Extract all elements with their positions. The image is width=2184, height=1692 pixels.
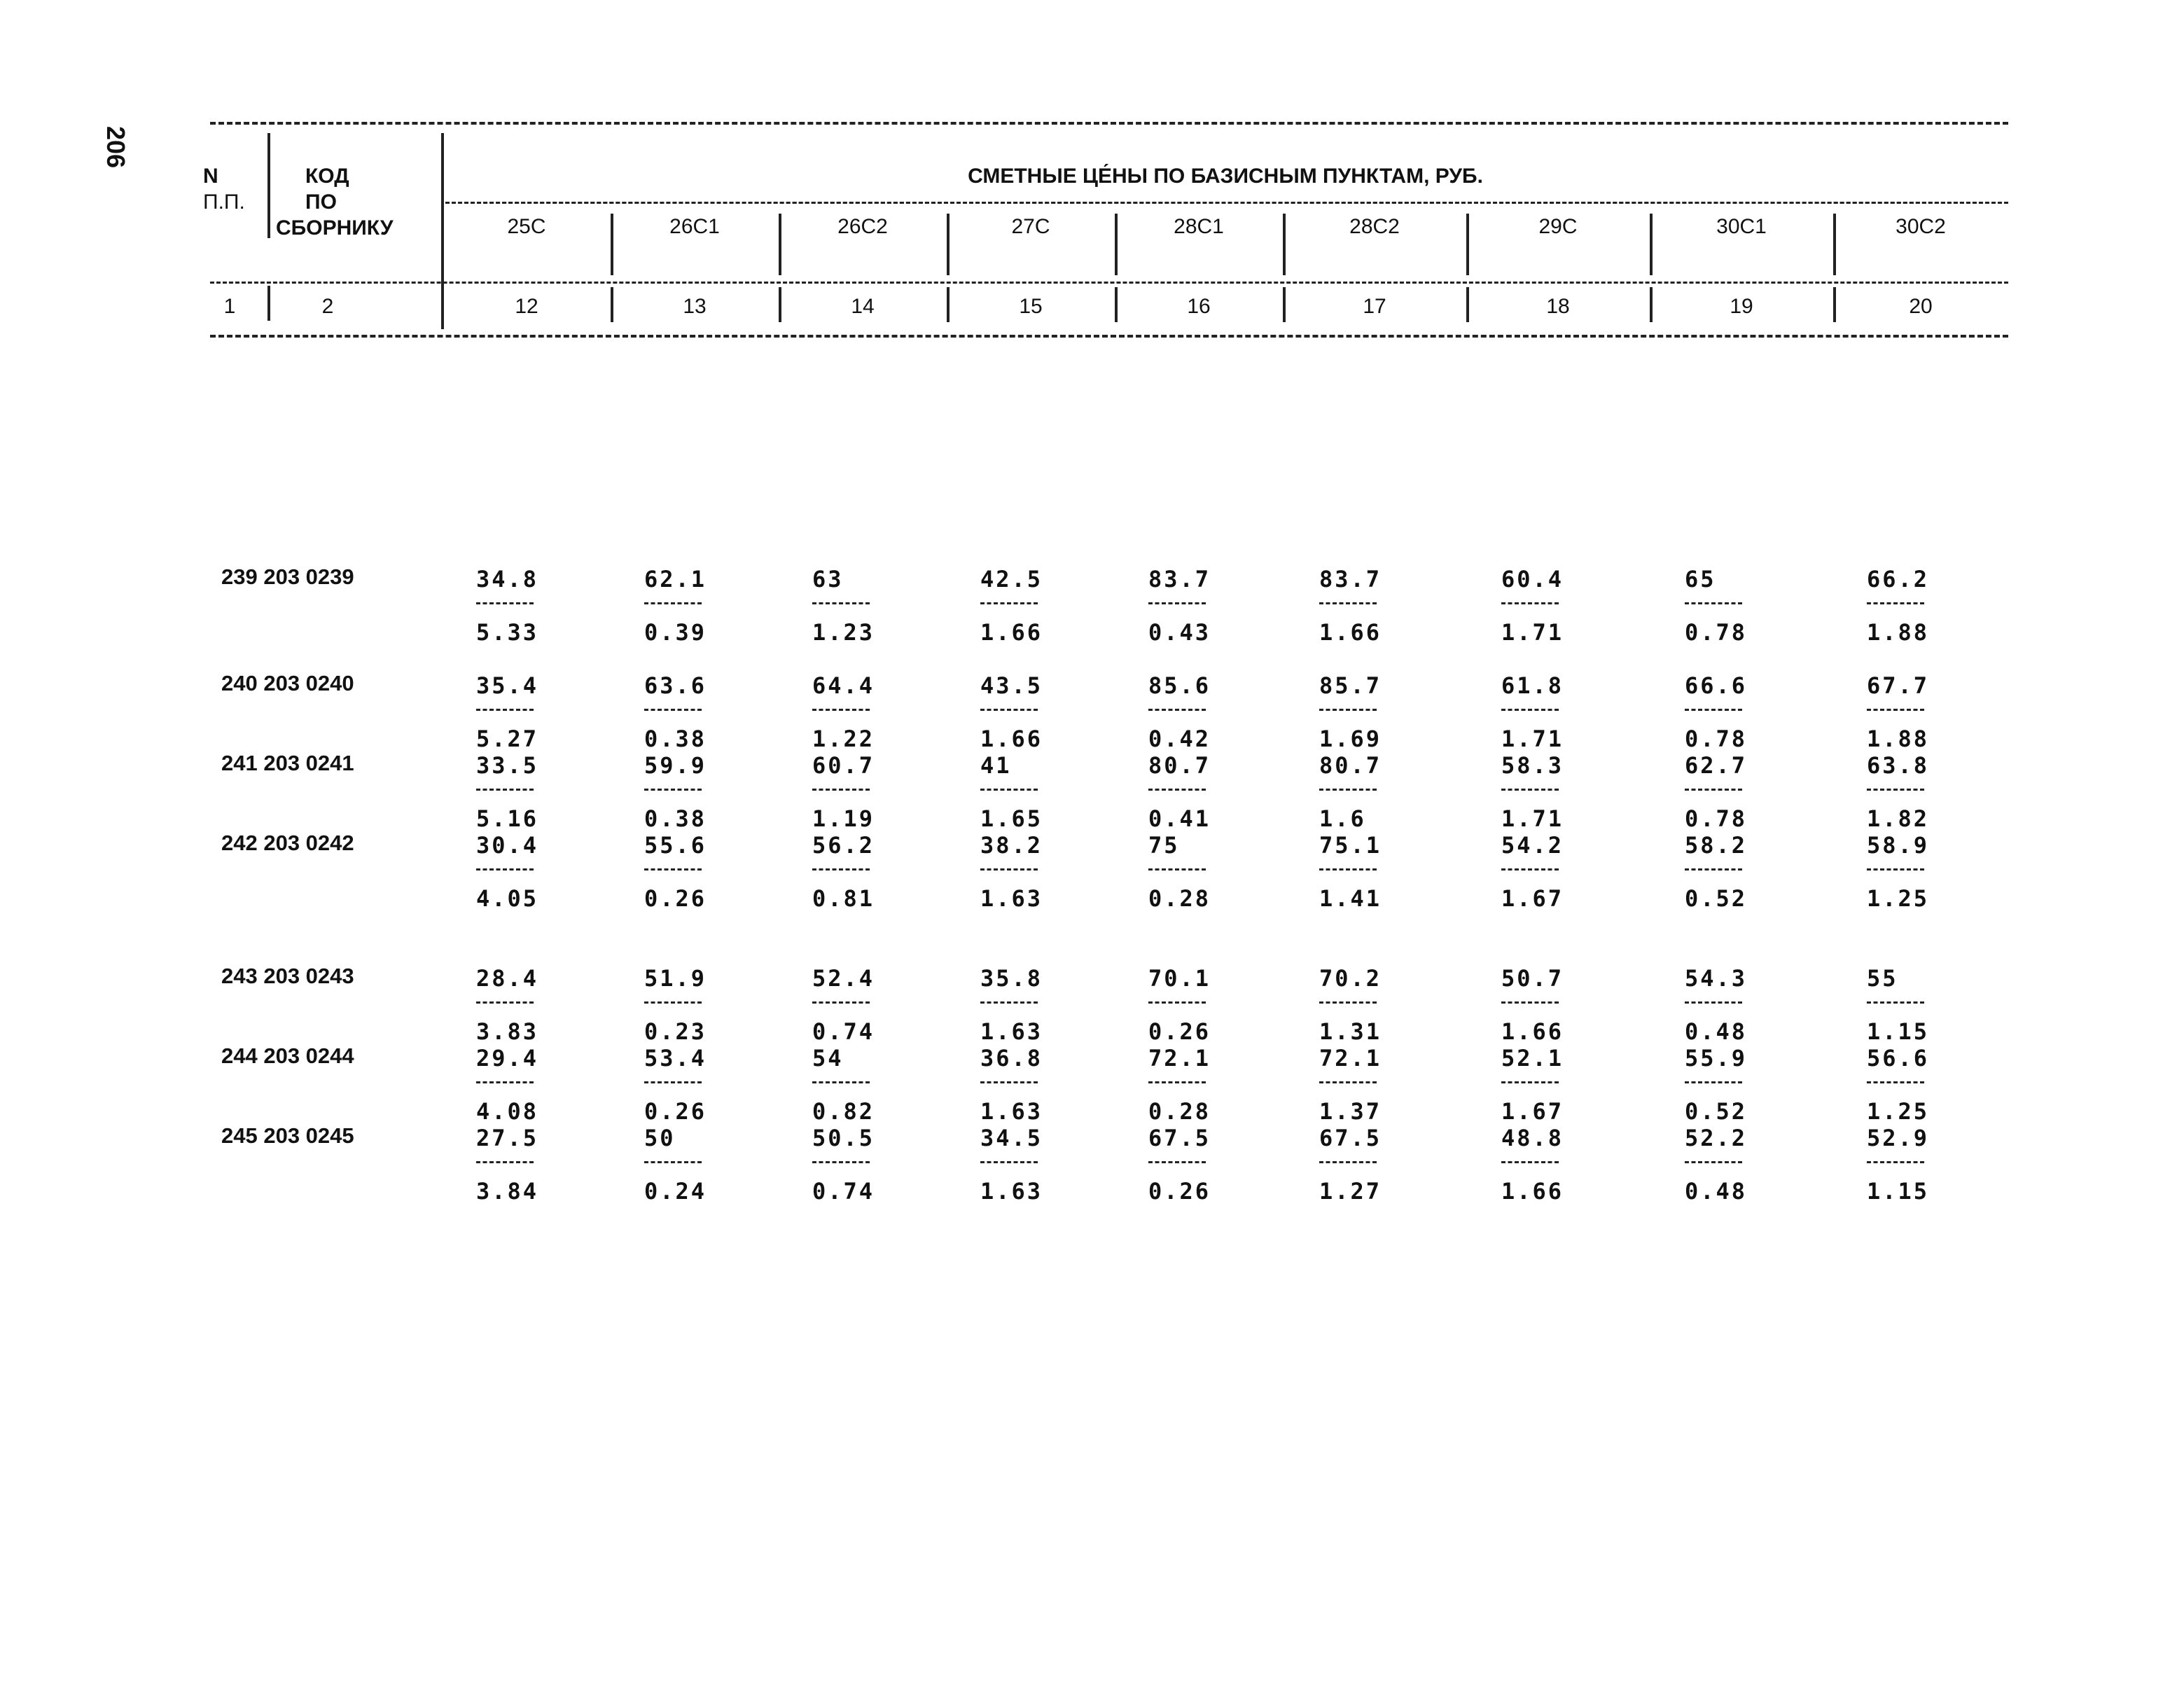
value-numerator: 83.7 [1148,566,1211,592]
value-denominator: 1.71 [1501,805,1564,832]
fraction-line [1148,1001,1206,1004]
value-numerator: 51.9 [644,965,707,992]
value-denominator: 0.78 [1685,726,1748,752]
col-number-12: 12 [515,295,538,318]
col-header-30С2: 30С2 [1896,215,1946,238]
fraction-line [980,1081,1038,1083]
value-denominator: 1.63 [980,1178,1043,1205]
value-denominator: 0.38 [644,805,707,832]
value-denominator: 1.6 [1319,805,1366,832]
value-denominator: 0.52 [1685,1098,1748,1125]
value-numerator: 52.1 [1501,1045,1564,1072]
value-numerator: 29.4 [476,1045,539,1072]
col-header-26С1: 26С1 [669,215,720,238]
page-number: 206 [102,126,130,169]
value-denominator: 1.82 [1867,805,1930,832]
col-number-17: 17 [1363,295,1386,318]
value-numerator: 55 [1867,965,1898,992]
value-numerator: 65 [1685,566,1716,592]
value-numerator: 58.3 [1501,752,1564,779]
fraction-line [812,1001,870,1004]
fraction-line [1867,602,1924,604]
value-denominator: 1.67 [1501,885,1564,912]
fraction-line [980,1001,1038,1004]
value-numerator: 43.5 [980,672,1043,699]
value-denominator: 1.66 [980,726,1043,752]
vbar-no-code-num [267,286,270,321]
value-numerator: 56.2 [812,832,875,859]
header-top-rule [210,122,2008,125]
value-denominator: 1.37 [1319,1098,1382,1125]
value-numerator: 58.9 [1867,832,1930,859]
col-number-18: 18 [1546,295,1570,318]
value-denominator: 5.27 [476,726,539,752]
value-numerator: 28.4 [476,965,539,992]
fraction-line [644,789,702,791]
value-denominator: 0.52 [1685,885,1748,912]
value-denominator: 0.74 [812,1178,875,1205]
fraction-line [1501,709,1559,711]
header-numbers-rule [210,282,2008,284]
value-denominator: 0.74 [812,1018,875,1045]
value-denominator: 0.26 [1148,1178,1211,1205]
fraction-line [644,602,702,604]
value-denominator: 1.27 [1319,1178,1382,1205]
col-header-29С: 29С [1538,215,1578,238]
value-denominator: 0.28 [1148,885,1211,912]
fraction-line [1319,789,1377,791]
value-numerator: 55.9 [1685,1045,1748,1072]
header-bottom-rule [210,335,2008,338]
fraction-line [1867,709,1924,711]
col-number-14: 14 [851,295,875,318]
fraction-line [1685,1161,1742,1163]
value-denominator: 1.88 [1867,619,1930,646]
value-numerator: 80.7 [1319,752,1382,779]
value-numerator: 62.1 [644,566,707,592]
value-numerator: 53.4 [644,1045,707,1072]
value-numerator: 72.1 [1319,1045,1382,1072]
value-numerator: 67.7 [1867,672,1930,699]
fraction-line [644,1081,702,1083]
fraction-line [1501,1001,1559,1004]
value-denominator: 1.25 [1867,885,1930,912]
value-denominator: 1.71 [1501,726,1564,752]
fraction-line [1148,709,1206,711]
value-numerator: 54.2 [1501,832,1564,859]
value-denominator: 1.19 [812,805,875,832]
col-header-30С1: 30С1 [1716,215,1767,238]
row-code: 242 203 0242 [221,831,354,855]
value-denominator: 4.08 [476,1098,539,1125]
fraction-line [1501,602,1559,604]
value-numerator: 50.5 [812,1125,875,1151]
fraction-line [1685,789,1742,791]
value-numerator: 70.2 [1319,965,1382,992]
value-denominator: 1.63 [980,885,1043,912]
fraction-line [812,602,870,604]
fraction-line [980,602,1038,604]
value-numerator: 75.1 [1319,832,1382,859]
value-numerator: 41 [980,752,1012,779]
fraction-line [1867,1161,1924,1163]
value-numerator: 83.7 [1319,566,1382,592]
col-header-28С1: 28С1 [1174,215,1224,238]
fraction-line [1148,602,1206,604]
fraction-line [1319,1001,1377,1004]
value-denominator: 0.41 [1148,805,1211,832]
fraction-line [1685,709,1742,711]
fraction-line [644,868,702,871]
col-header-28С2: 28С2 [1349,215,1400,238]
fraction-line [1319,1161,1377,1163]
fraction-line [1685,868,1742,871]
vbar-no-code-upper [267,133,270,210]
row-code: 239 203 0239 [221,564,354,589]
row-code: 241 203 0241 [221,751,354,775]
value-denominator: 1.63 [980,1018,1043,1045]
value-numerator: 70.1 [1148,965,1211,992]
value-numerator: 62.7 [1685,752,1748,779]
value-numerator: 42.5 [980,566,1043,592]
value-numerator: 67.5 [1319,1125,1382,1151]
fraction-line [476,868,534,871]
value-denominator: 1.41 [1319,885,1382,912]
value-numerator: 60.7 [812,752,875,779]
fraction-line [644,1161,702,1163]
fraction-line [1501,1081,1559,1083]
value-denominator: 4.05 [476,885,539,912]
value-numerator: 72.1 [1148,1045,1211,1072]
value-numerator: 50 [644,1125,676,1151]
col-header-26С2: 26С2 [837,215,888,238]
value-numerator: 80.7 [1148,752,1211,779]
fraction-line [1867,1081,1924,1083]
col-number-1: 1 [223,295,236,318]
row-code: 245 203 0245 [221,1123,354,1148]
value-denominator: 0.23 [644,1018,707,1045]
fraction-line [812,1161,870,1163]
value-numerator: 66.2 [1867,566,1930,592]
value-denominator: 1.65 [980,805,1043,832]
fraction-line [1867,789,1924,791]
value-numerator: 33.5 [476,752,539,779]
value-numerator: 35.4 [476,672,539,699]
value-denominator: 1.66 [1501,1178,1564,1205]
value-denominator: 0.26 [644,885,707,912]
value-numerator: 55.6 [644,832,707,859]
value-denominator: 1.15 [1867,1018,1930,1045]
col-no-label-2: П.П. [203,190,245,214]
fraction-line [1867,868,1924,871]
col-number-19: 19 [1730,295,1753,318]
value-denominator: 1.66 [1501,1018,1564,1045]
fraction-line [476,602,534,604]
fraction-line [1867,1001,1924,1004]
value-denominator: 0.39 [644,619,707,646]
fraction-line [476,1081,534,1083]
value-numerator: 59.9 [644,752,707,779]
row-code: 240 203 0240 [221,671,354,695]
value-denominator: 1.23 [812,619,875,646]
value-denominator: 0.82 [812,1098,875,1125]
row-code: 244 203 0244 [221,1043,354,1068]
fraction-line [980,789,1038,791]
value-denominator: 0.28 [1148,1098,1211,1125]
value-denominator: 0.48 [1685,1018,1748,1045]
fraction-line [1501,868,1559,871]
fraction-line [812,709,870,711]
value-numerator: 54.3 [1685,965,1748,992]
value-denominator: 1.69 [1319,726,1382,752]
col-code-label-2: ПО [305,190,337,214]
fraction-line [1685,1081,1742,1083]
value-numerator: 64.4 [812,672,875,699]
value-numerator: 67.5 [1148,1125,1211,1151]
col-header-25С: 25С [507,215,546,238]
fraction-line [1148,868,1206,871]
value-denominator: 1.22 [812,726,875,752]
fraction-line [1685,602,1742,604]
value-numerator: 58.2 [1685,832,1748,859]
col-number-2: 2 [321,295,334,318]
fraction-line [644,709,702,711]
fraction-line [1501,1161,1559,1163]
value-numerator: 50.7 [1501,965,1564,992]
value-denominator: 1.25 [1867,1098,1930,1125]
fraction-line [1148,1081,1206,1083]
value-numerator: 48.8 [1501,1125,1564,1151]
fraction-line [1148,789,1206,791]
value-denominator: 3.83 [476,1018,539,1045]
fraction-line [980,868,1038,871]
value-denominator: 3.84 [476,1178,539,1205]
fraction-line [644,1001,702,1004]
value-denominator: 0.24 [644,1178,707,1205]
fraction-line [980,1161,1038,1163]
value-denominator: 1.31 [1319,1018,1382,1045]
value-numerator: 63.8 [1867,752,1930,779]
value-denominator: 0.26 [1148,1018,1211,1045]
fraction-line [1319,868,1377,871]
value-numerator: 63.6 [644,672,707,699]
value-denominator: 1.63 [980,1098,1043,1125]
col-number-16: 16 [1187,295,1211,318]
fraction-line [1319,709,1377,711]
value-numerator: 38.2 [980,832,1043,859]
fraction-line [476,1001,534,1004]
value-numerator: 36.8 [980,1045,1043,1072]
fraction-line [812,868,870,871]
col-code-label-1: КОД [305,165,349,188]
value-denominator: 1.66 [980,619,1043,646]
value-numerator: 63 [812,566,844,592]
value-numerator: 85.6 [1148,672,1211,699]
value-denominator: 0.43 [1148,619,1211,646]
fraction-line [476,789,534,791]
col-number-20: 20 [1909,295,1933,318]
col-code-label-3: СБОРНИКУ [276,216,394,240]
value-numerator: 52.9 [1867,1125,1930,1151]
row-code: 243 203 0243 [221,964,354,988]
fraction-line [476,709,534,711]
fraction-line [1148,1161,1206,1163]
col-number-13: 13 [683,295,707,318]
value-numerator: 35.8 [980,965,1043,992]
fraction-line [1501,789,1559,791]
fraction-line [1319,602,1377,604]
value-denominator: 0.78 [1685,805,1748,832]
col-header-27С: 27С [1011,215,1050,238]
value-numerator: 60.4 [1501,566,1564,592]
value-numerator: 61.8 [1501,672,1564,699]
value-numerator: 85.7 [1319,672,1382,699]
value-denominator: 0.26 [644,1098,707,1125]
fraction-line [1319,1081,1377,1083]
fraction-line [1685,1001,1742,1004]
value-numerator: 52.4 [812,965,875,992]
col-number-15: 15 [1019,295,1043,318]
value-numerator: 56.6 [1867,1045,1930,1072]
value-denominator: 5.33 [476,619,539,646]
value-denominator: 0.48 [1685,1178,1748,1205]
fraction-line [476,1161,534,1163]
value-denominator: 0.42 [1148,726,1211,752]
value-numerator: 27.5 [476,1125,539,1151]
value-denominator: 1.15 [1867,1178,1930,1205]
fraction-line [812,1081,870,1083]
value-numerator: 75 [1148,832,1180,859]
value-numerator: 66.6 [1685,672,1748,699]
value-numerator: 52.2 [1685,1125,1748,1151]
value-denominator: 0.81 [812,885,875,912]
value-denominator: 1.67 [1501,1098,1564,1125]
col-no-label-1: N [203,165,218,188]
fraction-line [812,789,870,791]
value-denominator: 1.71 [1501,619,1564,646]
value-numerator: 30.4 [476,832,539,859]
value-denominator: 0.78 [1685,619,1748,646]
fraction-line [980,709,1038,711]
value-denominator: 5.16 [476,805,539,832]
prices-title: СМЕТНЫЕ ЦЕ́НЫ ПО БАЗИСНЫМ ПУНКТАМ, РУБ. [968,165,1483,188]
value-numerator: 34.8 [476,566,539,592]
value-numerator: 34.5 [980,1125,1043,1151]
value-denominator: 1.66 [1319,619,1382,646]
value-denominator: 0.38 [644,726,707,752]
value-numerator: 54 [812,1045,844,1072]
value-denominator: 1.88 [1867,726,1930,752]
vbar-no-code-lower [267,210,270,238]
